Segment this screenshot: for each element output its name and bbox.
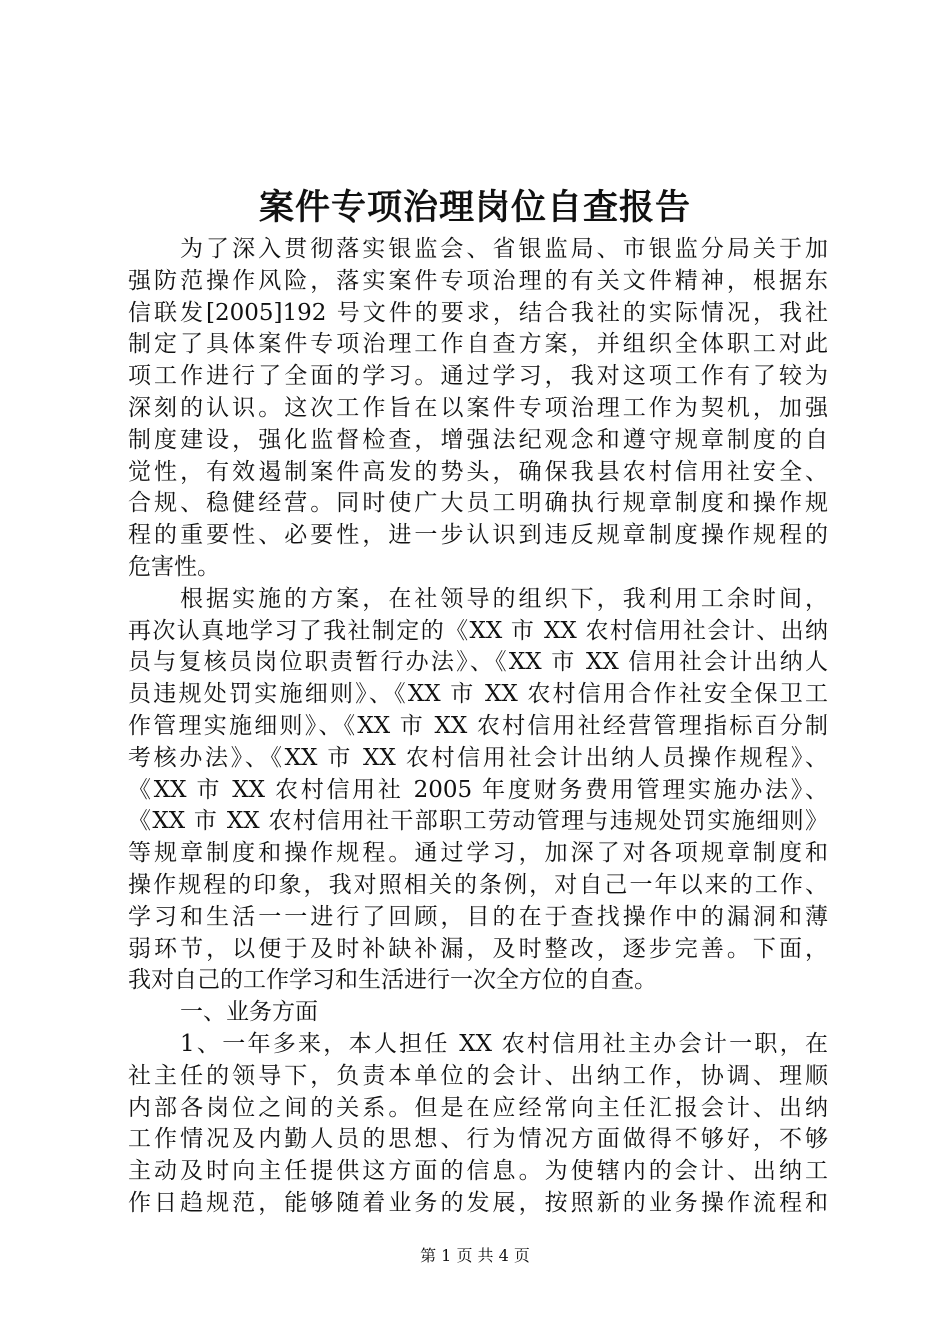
document-title: 案件专项治理岗位自查报告 [258,188,691,228]
text-line: 再次认真地学习了我社制定的《XX 市 XX 农村信用社会计、出纳 [128,617,828,644]
text-line: 程的重要性、必要性，进一步认识到违反规章制度操作规程的 [128,522,828,549]
text-line: 作日趋规范，能够随着业务的发展，按照新的业务操作流程和 [128,1189,828,1216]
text-line: 制度建设，强化监督检查，增强法纪观念和遵守规章制度的自 [128,426,828,453]
text-line: 《XX 市 XX 农村信用社干部职工劳动管理与违规处罚实施细则》 [128,808,828,835]
text-line: 项工作进行了全面的学习。通过学习，我对这项工作有了较为 [128,363,828,390]
text-line: 根据实施的方案，在社领导的组织下，我利用工余时间， [180,585,828,612]
text-line: 合规、稳健经营。同时使广大员工明确执行规章制度和操作规 [128,490,828,517]
text-line: 考核办法》、《XX 市 XX 农村信用社会计出纳人员操作规程》、 [128,744,828,771]
text-line: 主动及时向主任提供这方面的信息。为使辖内的会计、出纳工 [128,1158,828,1185]
text-line: 工作情况及内勤人员的思想、行为情况方面做得不够好，不够 [128,1126,828,1153]
text-line: 我对自己的工作学习和生活进行一次全方位的自查。 [128,967,657,994]
text-line: 弱环节，以便于及时补缺补漏，及时整改，逐步完善。下面， [128,935,828,962]
text-line: 为了深入贯彻落实银监会、省银监局、市银监分局关于加 [180,236,828,262]
page-footer: 第 1 页 共 4 页 [420,1246,530,1265]
text-line: 深刻的认识。这次工作旨在以案件专项治理工作为契机，加强 [128,394,828,421]
text-line: 强防范操作风险，落实案件专项治理的有关文件精神，根据东 [128,267,828,294]
text-line: 等规章制度和操作规程。通过学习，加深了对各项规章制度和 [128,840,828,867]
text-line: 觉性，有效遏制案件高发的势头，确保我县农村信用社安全、 [128,458,828,485]
text-line: 操作规程的印象，我对照相关的条例，对自己一年以来的工作、 [128,871,828,898]
text-line: 1、一年多来，本人担任 XX 农村信用社主办会计一职，在 [180,1030,828,1057]
text-line: 一、业务方面 [180,999,318,1026]
text-line: 作管理实施细则》、《XX 市 XX 农村信用社经营管理指标百分制 [128,712,828,739]
text-line: 社主任的领导下，负责本单位的会计、出纳工作，协调、理顺 [128,1062,828,1089]
text-line: 危害性。 [128,553,220,580]
text-line: 制定了具体案件专项治理工作自查方案，并组织全体职工对此 [128,331,828,358]
text-line: 员违规处罚实施细则》、《XX 市 XX 农村信用合作社安全保卫工 [128,681,828,708]
text-line: 《XX 市 XX 农村信用社 2005 年度财务费用管理实施办法》、 [128,776,828,803]
text-line: 内部各岗位之间的关系。但是在应经常向主任汇报会计、出纳 [128,1094,828,1121]
text-line: 学习和生活一一进行了回顾，目的在于查找操作中的漏洞和薄 [128,903,828,930]
text-line: 信联发[2005]192 号文件的要求，结合我社的实际情况，我社 [128,299,828,326]
text-line: 员与复核员岗位职责暂行办法》、《XX 市 XX 信用社会计出纳人 [128,649,828,676]
document-body [128,234,828,1220]
